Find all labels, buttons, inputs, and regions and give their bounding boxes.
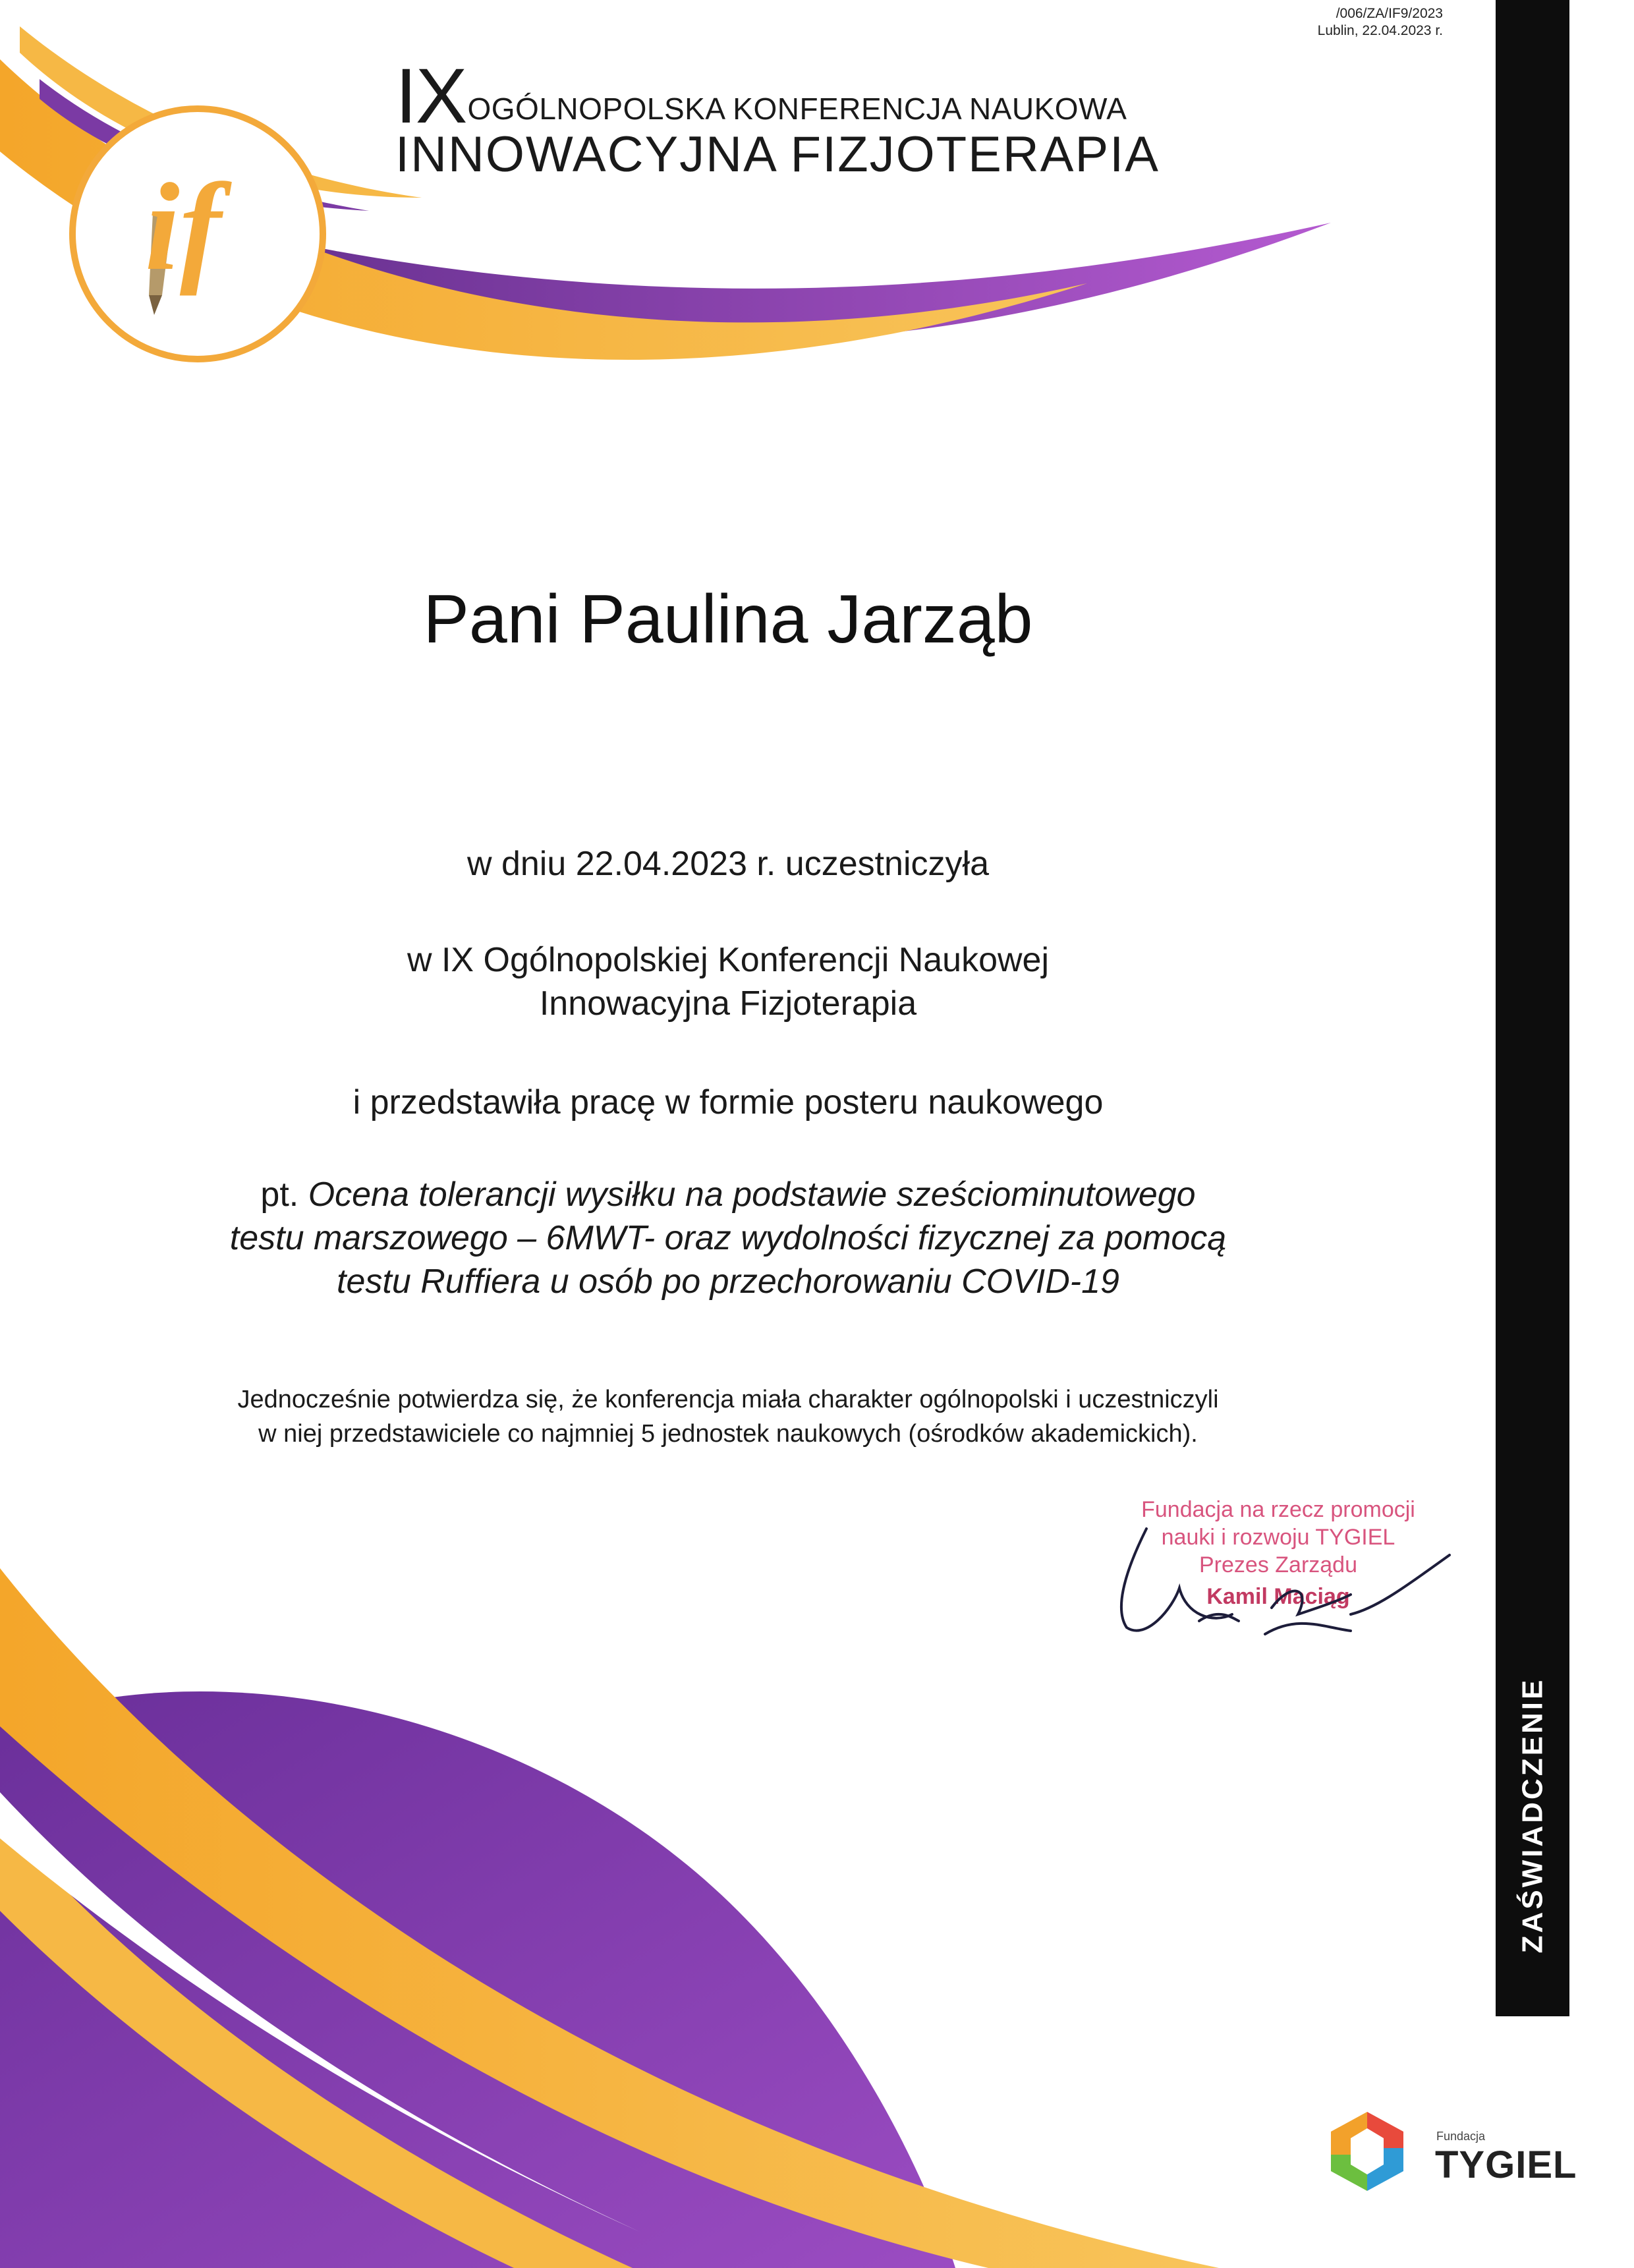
tygiel-logo-small-text: Fundacja [1436,2130,1486,2143]
poster-title-block [0,1173,1456,1303]
reference-number: /006/ZA/IF9/2023 [1336,6,1443,21]
confirmation-line1: Jednocześnie potwierdza się, że konferencja miała charakter ogólnopolski i uczestniczyli [237,1386,1219,1413]
stamp-line2: nauki i rozwoju TYGIEL [1161,1525,1395,1550]
tygiel-hexagon-icon [1324,2109,1410,2194]
recipient-name: Pani Paulina Jarząb [423,581,1033,658]
conference-numeral: IX [395,53,466,140]
conference-name-line1: w IX Ogólnopolskiej Konferencji Naukowej [407,941,1050,979]
certificate-label-text: ZAŚWIADCZENIE [1516,1677,1548,1954]
poster-title-line1 [0,1173,1456,1216]
confirmation-line2: w niej przedstawiciele co najmniej 5 jednostek naukowych (ośrodków akademickich). [258,1420,1198,1448]
certificate-label [1496,1660,1569,1970]
tygiel-logo-text: TYGIEL [1435,2143,1577,2186]
stamp-line3: Prezes Zarządu [1199,1552,1357,1577]
poster-title-line3: testu Ruffiera u osób po przechorowaniu COVID-19 [337,1262,1119,1301]
conference-logo-text: if [145,158,222,297]
handwritten-signature [1100,1509,1469,1654]
conference-name-line2: Innowacyjna Fizjoterapia [539,984,917,1023]
reference-block [1318,5,1443,40]
conference-header-line2: INNOWACYJNA FIZJOTERAPIA [395,127,1160,183]
participation-date-line: w dniu 22.04.2023 r. uczestniczyła [466,845,990,883]
stamp-name: Kamil Maciąg [1206,1584,1350,1609]
reference-place-date: Lublin, 22.04.2023 r. [1317,23,1443,38]
conference-name-block [0,938,1456,1025]
poster-line: i przedstawiła pracę w formie posteru naukowego [352,1083,1104,1121]
conference-header-line1: OGÓLNOPOLSKA KONFERENCJA NAUKOWA [467,92,1127,126]
conference-header [395,53,1160,183]
tygiel-logo [1324,2109,1577,2194]
stamp-line1: Fundacja na rzecz promocji [1141,1497,1415,1522]
title-prefix: pt. [260,1176,299,1214]
confirmation-block [0,1382,1456,1451]
title-text-line1: Ocena tolerancji wysiłku na podstawie sześciominutowego [308,1176,1196,1214]
poster-title-line2: testu marszowego – 6MWT- oraz wydolności fizycznej za pomocą [229,1219,1227,1257]
